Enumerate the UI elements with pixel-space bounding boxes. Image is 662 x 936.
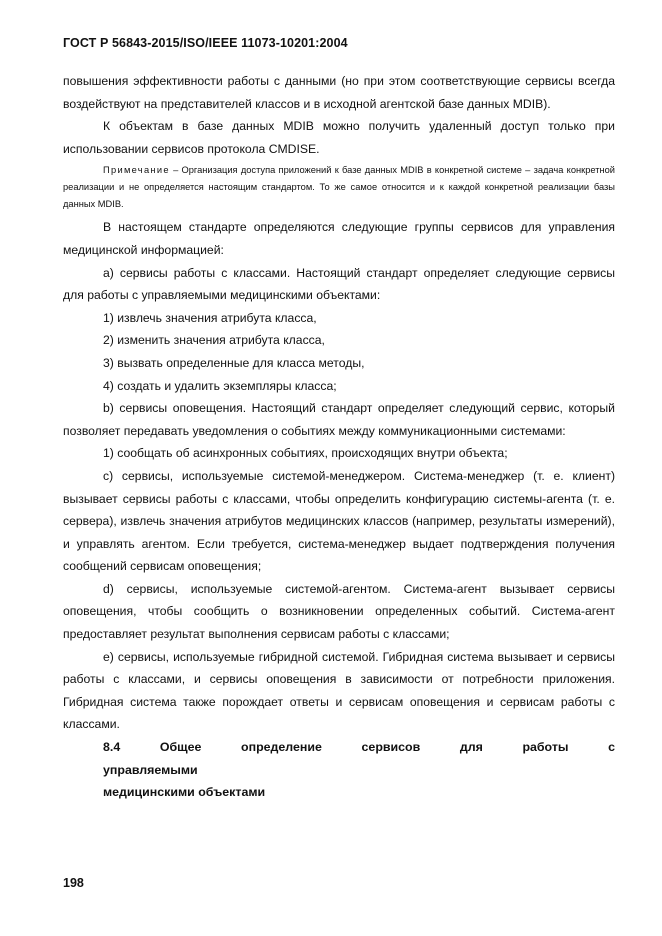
page-number: 198	[63, 876, 84, 890]
section-heading-line2: медицинскими объектами	[103, 785, 266, 800]
note-label: Примечание	[103, 165, 170, 176]
list-item: 3) вызвать определенные для класса методы,	[103, 355, 365, 370]
list-item: 1) сообщать об асинхронных событиях, происходящих внутри объекта;	[103, 446, 508, 461]
document-page	[63, 34, 615, 804]
document-header: ГОСТ Р 56843-2015/ISO/IEEE 11073-10201:2004	[63, 36, 348, 50]
list-item: 2) изменить значения атрибута класса,	[103, 333, 325, 348]
paragraph-manager-services: c) сервисы, используемые системой-менеджером. Система-менеджер (т. е. клиент) вызывает сервисы работы с классами, чтобы определить конфигурацию системы-агента (т. е. сервера), извлечь значения атрибутов медицинских классов (например, результаты измерений), и управлять агентом. Если требуется, система-менеджер выдает подтверждения получения сообщений сервисам оповещения;	[63, 468, 615, 574]
note-text: – Организация доступа приложений к базе данных MDIB в конкретной системе – задача конкретной реализации и не определяется настоящим стандартом. То же самое относится и к каждой конкретной реализации базы данных MDIB.	[63, 165, 615, 210]
paragraph-class-services: a) сервисы работы с классами. Настоящий стандарт определяет следующие сервисы для работы с управляемыми медицинскими объектами:	[63, 265, 615, 303]
paragraph-agent-services: d) сервисы, используемые системой-агентом. Система-агент вызывает сервисы оповещения, чтобы сообщить о возникновении определенных событий. Система-агент предоставляет результат выполнения сервисам работы с классами;	[63, 581, 615, 642]
section-heading-line1: 8.4 Общее определение сервисов для работы с управляемыми	[103, 740, 615, 777]
note	[63, 162, 615, 213]
list-item: 4) создать и удалить экземпляры класса;	[103, 378, 337, 393]
section-heading	[63, 736, 615, 804]
list-item: 1) извлечь значения атрибута класса,	[103, 310, 317, 325]
paragraph-notification-services: b) сервисы оповещения. Настоящий стандарт определяет следующий сервис, который позволяет передавать уведомления о событиях между коммуникационными системами:	[63, 401, 615, 438]
paragraph-mdib-access: К объектам в базе данных MDIB можно получить удаленный доступ только при использовании сервисов протокола CMDISE.	[63, 119, 615, 156]
paragraph-hybrid-services: e) сервисы, используемые гибридной системой. Гибридная система вызывает и сервисы работы с классами, и сервисы оповещения в зависимости от потребности приложения. Гибридная система также порождает ответы и сервисам оповещения и сервисам работы с классами.	[63, 649, 615, 732]
paragraph-service-groups: В настоящем стандарте определяются следующие группы сервисов для управления медицинской информацией:	[63, 220, 615, 257]
paragraph-continuation: повышения эффективности работы с данными (но при этом соответствующие сервисы всегда воздействуют на представителей классов и в исходной агентской базе данных MDIB).	[63, 74, 615, 111]
